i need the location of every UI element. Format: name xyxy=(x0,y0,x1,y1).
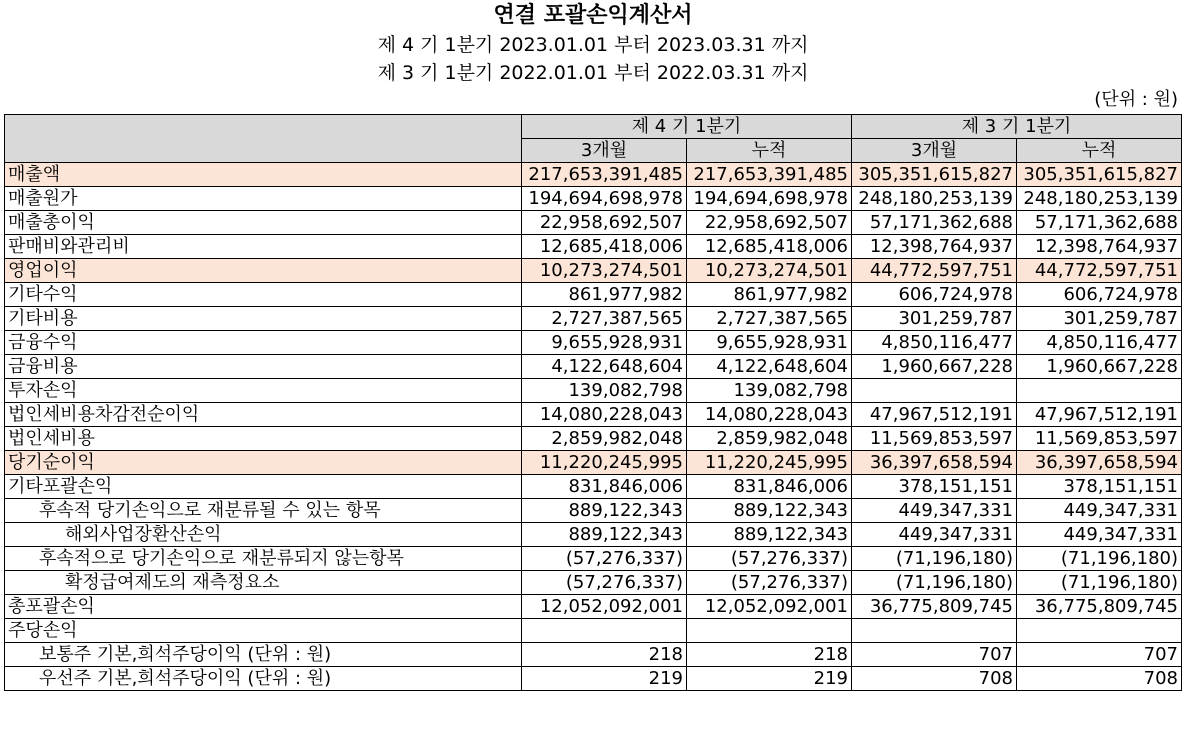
table-row xyxy=(5,379,1182,403)
row-value: 889,122,343 xyxy=(522,523,687,547)
row-value: (57,276,337) xyxy=(687,571,852,595)
row-value: 218 xyxy=(687,643,852,667)
row-value: 4,122,648,604 xyxy=(687,355,852,379)
row-label: 확정급여제도의 재측정요소 xyxy=(5,571,522,595)
row-value: 606,724,978 xyxy=(1017,283,1182,307)
row-value: 449,347,331 xyxy=(852,499,1017,523)
row-value: 378,151,151 xyxy=(1017,475,1182,499)
row-value: 194,694,698,978 xyxy=(687,187,852,211)
row-value xyxy=(852,379,1017,403)
row-value: 861,977,982 xyxy=(687,283,852,307)
row-value: 305,351,615,827 xyxy=(1017,163,1182,187)
row-value: 449,347,331 xyxy=(1017,499,1182,523)
row-label: 보통주 기본,희석주당이익 (단위 : 원) xyxy=(5,643,522,667)
table-row xyxy=(5,235,1182,259)
row-label: 총포괄손익 xyxy=(5,595,522,619)
table-row xyxy=(5,499,1182,523)
row-value: 36,397,658,594 xyxy=(1017,451,1182,475)
row-value: 889,122,343 xyxy=(522,499,687,523)
row-value: 889,122,343 xyxy=(687,523,852,547)
income-statement-table xyxy=(4,114,1182,691)
table-row xyxy=(5,619,1182,643)
row-value: 2,859,982,048 xyxy=(687,427,852,451)
row-value: 305,351,615,827 xyxy=(852,163,1017,187)
row-value: 707 xyxy=(852,643,1017,667)
header-col-current-cum: 누적 xyxy=(687,139,852,163)
table-row xyxy=(5,595,1182,619)
row-value: 12,685,418,006 xyxy=(522,235,687,259)
row-label: 투자손익 xyxy=(5,379,522,403)
row-label: 영업이익 xyxy=(5,259,522,283)
row-label: 기타포괄손익 xyxy=(5,475,522,499)
row-value: 1,960,667,228 xyxy=(1017,355,1182,379)
row-label: 법인세비용 xyxy=(5,427,522,451)
row-value: 11,220,245,995 xyxy=(687,451,852,475)
row-value: 57,171,362,688 xyxy=(1017,211,1182,235)
row-label: 매출액 xyxy=(5,163,522,187)
row-value: 36,775,809,745 xyxy=(852,595,1017,619)
table-row xyxy=(5,211,1182,235)
table-row xyxy=(5,331,1182,355)
row-value: 707 xyxy=(1017,643,1182,667)
period-prior: 제 3 기 1분기 2022.01.01 부터 2022.03.31 까지 xyxy=(377,62,809,84)
row-value: 378,151,151 xyxy=(852,475,1017,499)
row-value: 12,052,092,001 xyxy=(522,595,687,619)
table-row xyxy=(5,643,1182,667)
row-value: 11,569,853,597 xyxy=(852,427,1017,451)
row-value: 219 xyxy=(522,667,687,691)
row-value: 9,655,928,931 xyxy=(522,331,687,355)
row-value: 301,259,787 xyxy=(852,307,1017,331)
row-value: 708 xyxy=(1017,667,1182,691)
header-col-prior-cum: 누적 xyxy=(1017,139,1182,163)
row-value: 22,958,692,507 xyxy=(687,211,852,235)
row-value: 2,859,982,048 xyxy=(522,427,687,451)
table-row xyxy=(5,259,1182,283)
row-value: 10,273,274,501 xyxy=(522,259,687,283)
row-value: 12,685,418,006 xyxy=(687,235,852,259)
row-value: 12,052,092,001 xyxy=(687,595,852,619)
row-label: 후속적으로 당기손익으로 재분류되지 않는항목 xyxy=(5,547,522,571)
table-row xyxy=(5,307,1182,331)
row-label: 금융비용 xyxy=(5,355,522,379)
row-value: 1,960,667,228 xyxy=(852,355,1017,379)
row-value: 4,122,648,604 xyxy=(522,355,687,379)
row-value: 9,655,928,931 xyxy=(687,331,852,355)
row-value: (71,196,180) xyxy=(1017,547,1182,571)
header-group-prior: 제 3 기 1분기 xyxy=(852,115,1182,139)
row-label: 우선주 기본,희석주당이익 (단위 : 원) xyxy=(5,667,522,691)
row-value: 36,397,658,594 xyxy=(852,451,1017,475)
statement-title: 연결 포괄손익계산서 xyxy=(493,3,693,28)
period-current: 제 4 기 1분기 2023.01.01 부터 2023.03.31 까지 xyxy=(377,34,809,56)
row-value: 449,347,331 xyxy=(1017,523,1182,547)
row-value: 12,398,764,937 xyxy=(1017,235,1182,259)
table-row xyxy=(5,571,1182,595)
table-row xyxy=(5,427,1182,451)
row-value: 217,653,391,485 xyxy=(522,163,687,187)
row-label: 해외사업장환산손익 xyxy=(5,523,522,547)
row-value: 2,727,387,565 xyxy=(687,307,852,331)
row-label: 매출총이익 xyxy=(5,211,522,235)
header-col-current-3m: 3개월 xyxy=(522,139,687,163)
row-value: 36,775,809,745 xyxy=(1017,595,1182,619)
row-value: 449,347,331 xyxy=(852,523,1017,547)
row-value: 217,653,391,485 xyxy=(687,163,852,187)
row-value: 57,171,362,688 xyxy=(852,211,1017,235)
row-label: 당기순이익 xyxy=(5,451,522,475)
row-value: 4,850,116,477 xyxy=(852,331,1017,355)
row-label: 법인세비용차감전순이익 xyxy=(5,403,522,427)
row-value: (71,196,180) xyxy=(852,571,1017,595)
row-value: 301,259,787 xyxy=(1017,307,1182,331)
row-value: (57,276,337) xyxy=(522,547,687,571)
header-col-prior-3m: 3개월 xyxy=(852,139,1017,163)
row-value xyxy=(522,619,687,643)
row-value: (71,196,180) xyxy=(852,547,1017,571)
table-row xyxy=(5,475,1182,499)
table-row xyxy=(5,667,1182,691)
row-value: 248,180,253,139 xyxy=(1017,187,1182,211)
row-value: 248,180,253,139 xyxy=(852,187,1017,211)
row-value: 10,273,274,501 xyxy=(687,259,852,283)
row-value: 44,772,597,751 xyxy=(1017,259,1182,283)
row-value: 218 xyxy=(522,643,687,667)
row-value xyxy=(687,619,852,643)
table-row xyxy=(5,523,1182,547)
row-value: 14,080,228,043 xyxy=(522,403,687,427)
table-row xyxy=(5,283,1182,307)
row-value: 47,967,512,191 xyxy=(852,403,1017,427)
table-row xyxy=(5,163,1182,187)
row-value: 831,846,006 xyxy=(687,475,852,499)
row-label: 판매비와관리비 xyxy=(5,235,522,259)
table-row xyxy=(5,403,1182,427)
row-value: 22,958,692,507 xyxy=(522,211,687,235)
row-value: 44,772,597,751 xyxy=(852,259,1017,283)
row-value: 4,850,116,477 xyxy=(1017,331,1182,355)
row-value: 194,694,698,978 xyxy=(522,187,687,211)
row-value: 831,846,006 xyxy=(522,475,687,499)
row-value: 12,398,764,937 xyxy=(852,235,1017,259)
table-row xyxy=(5,355,1182,379)
row-value: (57,276,337) xyxy=(687,547,852,571)
row-value: 11,569,853,597 xyxy=(1017,427,1182,451)
row-label: 주당손익 xyxy=(5,619,522,643)
row-label: 기타비용 xyxy=(5,307,522,331)
row-value: 14,080,228,043 xyxy=(687,403,852,427)
row-value xyxy=(1017,379,1182,403)
row-value xyxy=(1017,619,1182,643)
row-value: (71,196,180) xyxy=(1017,571,1182,595)
row-value: 47,967,512,191 xyxy=(1017,403,1182,427)
row-value: 139,082,798 xyxy=(687,379,852,403)
row-value xyxy=(852,619,1017,643)
row-value: 861,977,982 xyxy=(522,283,687,307)
row-label: 후속적 당기손익으로 재분류될 수 있는 항목 xyxy=(5,499,522,523)
table-row xyxy=(5,187,1182,211)
row-label: 금융수익 xyxy=(5,331,522,355)
row-value: 889,122,343 xyxy=(687,499,852,523)
row-value: 2,727,387,565 xyxy=(522,307,687,331)
row-label: 기타수익 xyxy=(5,283,522,307)
row-value: 708 xyxy=(852,667,1017,691)
row-value: 606,724,978 xyxy=(852,283,1017,307)
row-label: 매출원가 xyxy=(5,187,522,211)
header-group-current: 제 4 기 1분기 xyxy=(522,115,852,139)
table-row xyxy=(5,547,1182,571)
header-corner xyxy=(5,115,522,163)
row-value: 219 xyxy=(687,667,852,691)
row-value: 139,082,798 xyxy=(522,379,687,403)
unit-label: (단위 : 원) xyxy=(1094,89,1178,110)
table-row xyxy=(5,451,1182,475)
row-value: 11,220,245,995 xyxy=(522,451,687,475)
row-value: (57,276,337) xyxy=(522,571,687,595)
